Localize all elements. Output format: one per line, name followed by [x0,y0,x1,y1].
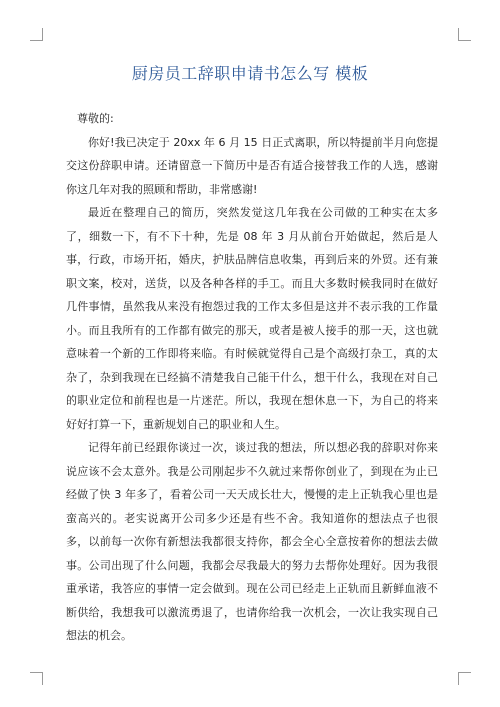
page-corner-mark-top-right [458,28,471,41]
page-corner-mark-bottom-right [458,672,471,685]
page-corner-mark-bottom-left [30,672,43,685]
body-paragraph: 最近在整理自己的简历，突然发觉这几年我在公司做的工种实在太多了，细数一下，有不下十种，先是 08 年 3 月从前台开始做起，然后是人事，行政，市场开拓，婚庆，护肤品牌信息收集，再到后来的外贸。还有兼职文案，校对，送货，以及各种各样的手工。而且大多数时候我同时在做好几件事情，虽然我从来没有抱怨过我的工作太多但是这并不表示我的工作量小。而且我所有的工作都有做完的那天，或者是被人接手的那一天，这也就意味着一个新的工作即将来临。有时候就觉得自己是个高级打杂工，真的太杂了，杂到我现在已经搞不清楚我自己能干什么，想干什么，我现在对自己的职业定位和前程也是一片迷茫。所以，我现在想休息一下，为自己的将来好好打算一下，重新规划自己的职业和人生。 [66,206,438,431]
salutation: 尊敬的: [77,112,114,125]
document-title: 厨房员工辞职申请书怎么写 模板 [131,64,369,83]
page-corner-mark-top-left [30,28,43,41]
body-paragraph: 记得年前已经跟你谈过一次，谈过我的想法，所以想必我的辞职对你来说应该不会太意外。我是公司刚起步不久就过来帮你创业了，到现在为止已经做了快 3 年多了，看着公司一天天成长壮大，慢慢的走上正轨我心里也是蛮高兴的。老实说离开公司多少还是有些不舍。我知道你的想法点子也很多，以前每一次你有新想法我都很支持你，都会全心全意按着你的想法去做事。公司出现了什么问题，我都会尽我最大的努力去帮你处理好。因为我很重承诺，我答应的事情一定会做到。现在公司已经走上正轨而且新鲜血液不断供给，我想我可以激流勇退了，也请你给我一次机会，一次让我实现自己想法的机会。 [66,441,438,642]
document-body [66,107,438,648]
body-paragraph: 你好!我已决定于 20xx 年 6 月 15 日正式离职，所以特提前半月向您提交这份辞职申请。还请留意一下简历中是否有适合接替我工作的人选，感谢你这几年对我的照顾和帮助，非常感谢! [66,135,438,196]
